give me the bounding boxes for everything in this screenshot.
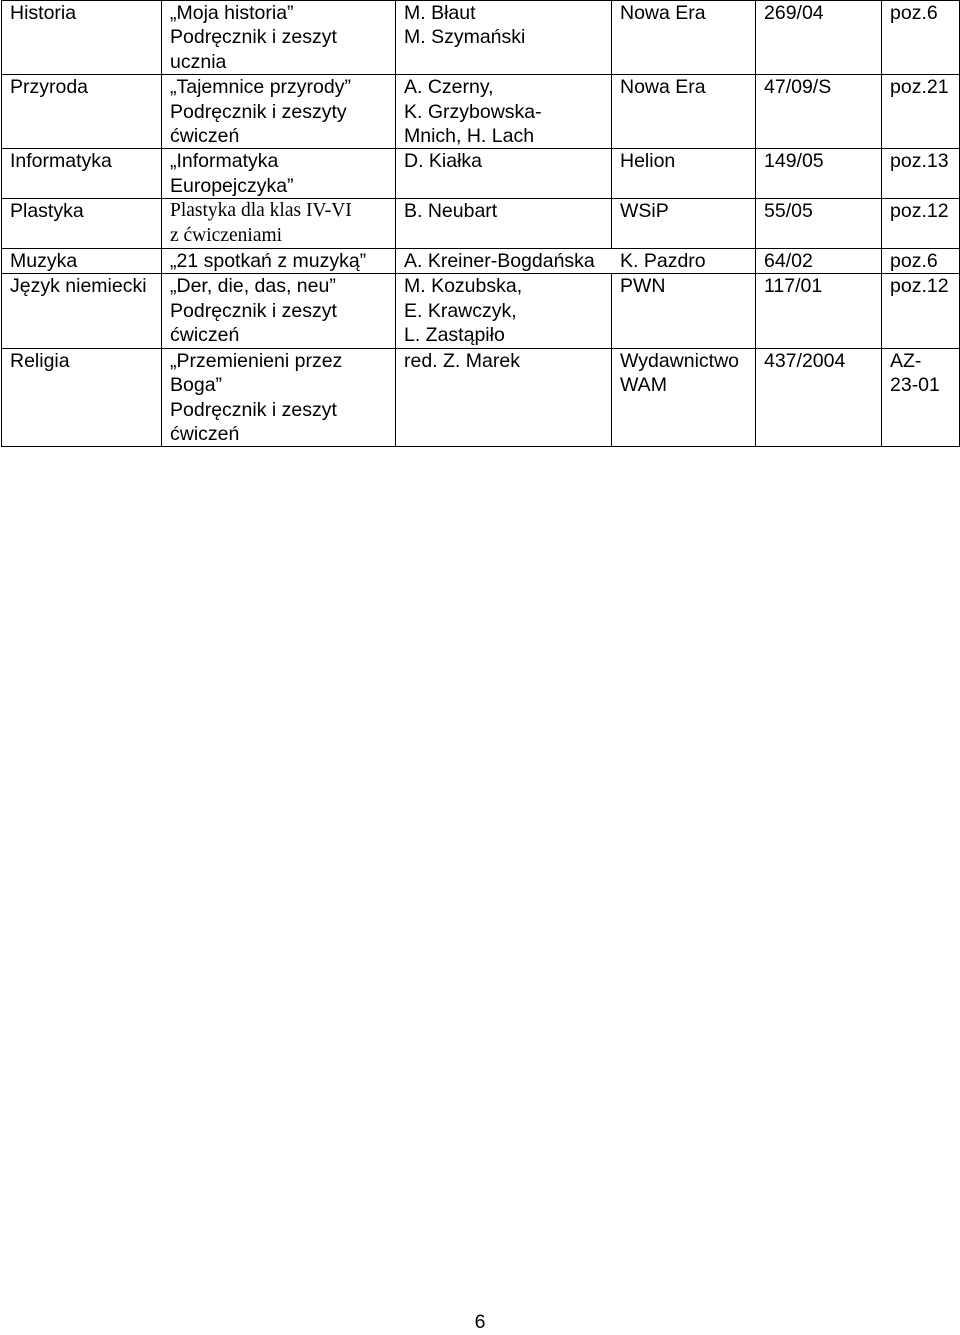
title-cell-line: „Przemienieni przez [170, 349, 343, 372]
table-body [2, 1, 960, 447]
author-cell [396, 199, 612, 249]
number-cell [756, 1, 882, 75]
title-cell-line: Podręcznik i zeszyt [170, 299, 337, 322]
title-cell [162, 199, 396, 249]
subject-cell [2, 274, 162, 348]
number-cell [756, 274, 882, 348]
title-cell-line: Podręcznik i zeszyt [170, 26, 337, 49]
author-cell-line: red. Z. Marek [404, 349, 520, 372]
subject-cell [2, 75, 162, 149]
title-cell-line: ćwiczeń [170, 422, 240, 445]
publisher-cell-line: WAM [620, 374, 667, 397]
table-row [2, 149, 960, 199]
number-cell-line: 149/05 [764, 150, 824, 173]
table-row [2, 348, 960, 447]
ref-cell-line: AZ- [890, 349, 922, 372]
title-cell [162, 1, 396, 75]
title-cell-line: Boga” [170, 374, 223, 397]
ref-cell [882, 75, 960, 149]
title-cell [162, 274, 396, 348]
author-cell-line: L. Zastąpiło [404, 324, 505, 347]
table-row [2, 1, 960, 75]
title-cell-line: „Moja historia” [170, 2, 294, 24]
ref-cell [882, 199, 960, 249]
author-cell-line: M. Błaut [404, 2, 476, 24]
subject-cell [2, 199, 162, 249]
subject-cell-line: Muzyka [10, 250, 78, 273]
title-cell-line: „Tajemnice przyrody” [170, 76, 351, 99]
publisher-cell [612, 149, 756, 199]
title-cell-line: ćwiczeń [170, 324, 240, 347]
author-cell-line: B. Neubart [404, 200, 498, 223]
ref-cell-line: poz.12 [890, 200, 949, 223]
author-cell-line: K. Grzybowska- [404, 100, 542, 123]
title-cell-line: „21 spotkań z muzyką” [170, 250, 367, 273]
author-cell [396, 75, 612, 149]
author-cell [396, 274, 612, 348]
ref-cell-line: poz.12 [890, 275, 949, 298]
ref-cell [882, 1, 960, 75]
publisher-cell-line: WSiP [620, 200, 669, 223]
number-cell-line: 47/09/S [764, 76, 832, 99]
subject-cell [2, 348, 162, 447]
table-row [2, 249, 960, 274]
author-cell [396, 249, 756, 274]
publisher-cell-line: Wydawnictwo [620, 349, 740, 372]
title-cell-line: Podręcznik i zeszyt [170, 398, 337, 421]
author-cell-line: A. Czerny, [404, 76, 494, 99]
number-cell-line: 64/02 [764, 250, 813, 273]
ref-cell-line: 23-01 [890, 374, 940, 397]
author-cell [396, 149, 612, 199]
ref-cell-line: poz.6 [890, 2, 938, 24]
subject-cell [2, 249, 162, 274]
table-row [2, 75, 960, 149]
subject-cell [2, 149, 162, 199]
publisher-cell [612, 199, 756, 249]
title-cell-line: „Informatyka [170, 150, 279, 173]
author-cell-line: E. Krawczyk, [404, 299, 517, 322]
publisher-cell-line: Nowa Era [620, 2, 706, 24]
author-cell-line: D. Kiałka [404, 150, 483, 173]
ref-cell [882, 274, 960, 348]
author-cell-line: M. Kozubska, [404, 275, 523, 298]
author-cell-line: Mnich, H. Lach [404, 125, 535, 148]
number-cell [756, 249, 882, 274]
title-cell [162, 249, 396, 274]
number-cell [756, 199, 882, 249]
title-cell-line: ucznia [170, 50, 227, 73]
number-cell-line: 269/04 [764, 2, 824, 24]
subject-cell-line: Przyroda [10, 76, 89, 99]
publisher-cell [612, 1, 756, 75]
ref-cell-line: poz.13 [890, 150, 949, 173]
subject-cell [2, 1, 162, 75]
textbook-table [1, 0, 960, 447]
subject-cell-line: Religia [10, 349, 70, 372]
publisher-cell [612, 75, 756, 149]
title-cell [162, 75, 396, 149]
title-cell [162, 348, 396, 447]
author-cell-line: M. Szymański [404, 26, 526, 49]
publisher-cell [612, 348, 756, 447]
number-cell [756, 149, 882, 199]
number-cell [756, 75, 882, 149]
ref-cell-line: poz.21 [890, 76, 949, 99]
publisher-cell-line: Nowa Era [620, 76, 706, 99]
ref-cell [882, 149, 960, 199]
title-cell-line: ćwiczeń [170, 125, 240, 148]
title-cell-line: Plastyka dla klas IV-VI [170, 200, 352, 222]
title-cell [162, 149, 396, 199]
ref-cell [882, 249, 960, 274]
publisher-cell [612, 274, 756, 348]
title-cell-line: Podręcznik i zeszyty [170, 100, 347, 123]
table-row [2, 199, 960, 249]
subject-cell-line: Plastyka [10, 200, 84, 223]
subject-cell-line: Język niemiecki [10, 275, 147, 298]
publisher-cell-line: Helion [620, 150, 676, 173]
number-cell-line: 55/05 [764, 200, 813, 223]
author-cell [396, 348, 612, 447]
publisher-cell-line: PWN [620, 275, 666, 298]
title-cell-line: Europejczyka” [170, 174, 294, 197]
number-cell [756, 348, 882, 447]
ref-cell [882, 348, 960, 447]
subject-cell-line: Informatyka [10, 150, 112, 173]
title-cell-line: „Der, die, das, neu” [170, 275, 336, 298]
number-cell-line: 437/2004 [764, 349, 846, 372]
co-author-line: K. Pazdro [620, 250, 706, 273]
author-line: A. Kreiner-Bogdańska [404, 250, 595, 273]
number-cell-line: 117/01 [764, 275, 823, 298]
author-cell [396, 1, 612, 75]
ref-cell-line: poz.6 [890, 250, 938, 273]
subject-cell-line: Historia [10, 2, 77, 24]
table-row [2, 274, 960, 348]
page-number: 6 [474, 1311, 486, 1333]
title-cell-line: z ćwiczeniami [170, 224, 283, 246]
